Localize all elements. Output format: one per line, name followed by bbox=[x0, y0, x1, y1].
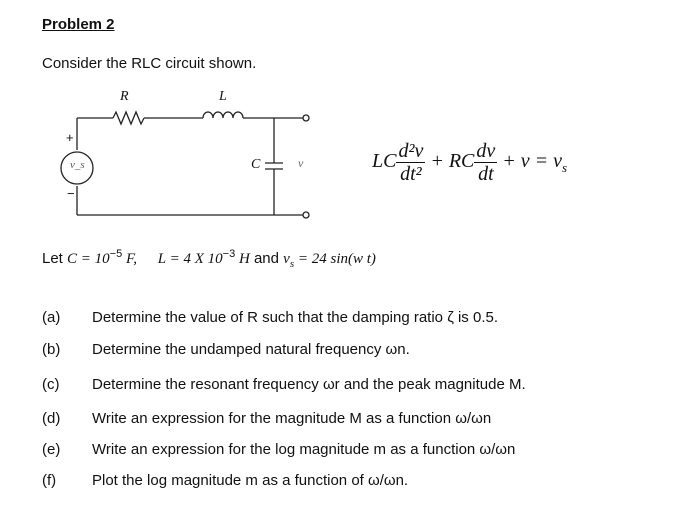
output-voltage-label: v bbox=[298, 156, 304, 170]
resistor-symbol bbox=[113, 112, 144, 124]
problem-label-e: (e) bbox=[42, 441, 61, 458]
problem-intro: Consider the RLC circuit shown. bbox=[42, 55, 257, 72]
problem-label-b: (b) bbox=[42, 341, 61, 358]
capacitor-label: C bbox=[251, 157, 261, 172]
problem-label-f: (f) bbox=[42, 472, 57, 489]
problem-text-d: Write an expression for the magnitude M as a function ω/ωn bbox=[92, 410, 492, 427]
problem-title: Problem 2 bbox=[42, 16, 115, 33]
given-values: Let $C = 10^{-5}$ F, L = 4 X $10^{-3}$ H and $v_s = 24$ sin(w t) bbox=[42, 248, 376, 270]
differential-equation: LC $\frac{\text{d²v}}{\text{dt²}}$ + RC $\frac{dv}{dt}$ + $v = v_s$ bbox=[372, 140, 568, 185]
problem-label-a: (a) bbox=[42, 309, 61, 326]
inductor-symbol bbox=[203, 112, 243, 118]
problem-text-a: Determine the value of R such that the damping ratio ζ is 0.5. bbox=[92, 309, 498, 326]
rlc-circuit-diagram bbox=[55, 88, 315, 223]
problem-text-c: Determine the resonant frequency ωr and the peak magnitude M. bbox=[92, 376, 526, 393]
source-minus-label: − bbox=[67, 186, 75, 201]
problem-label-d: (d) bbox=[42, 410, 61, 427]
problem-text-b: Determine the undamped natural frequency ωn. bbox=[92, 341, 410, 358]
inductor-label: L bbox=[219, 89, 227, 104]
second-derivative-fraction: $\frac{\text{d²v}}{\text{dt²}}$ bbox=[398, 140, 424, 185]
problem-text-e: Write an expression for the log magnitude m as a function ω/ωn bbox=[92, 441, 516, 458]
source-label: v_s bbox=[70, 159, 85, 171]
source-plus-label: + bbox=[66, 130, 74, 145]
first-derivative-fraction: $\frac{dv}{dt}$ bbox=[476, 140, 496, 185]
resistor-label: R bbox=[120, 89, 129, 104]
problem-label-c: (c) bbox=[42, 376, 60, 393]
problem-text-f: Plot the log magnitude m as a function of ω/ωn. bbox=[92, 472, 409, 489]
